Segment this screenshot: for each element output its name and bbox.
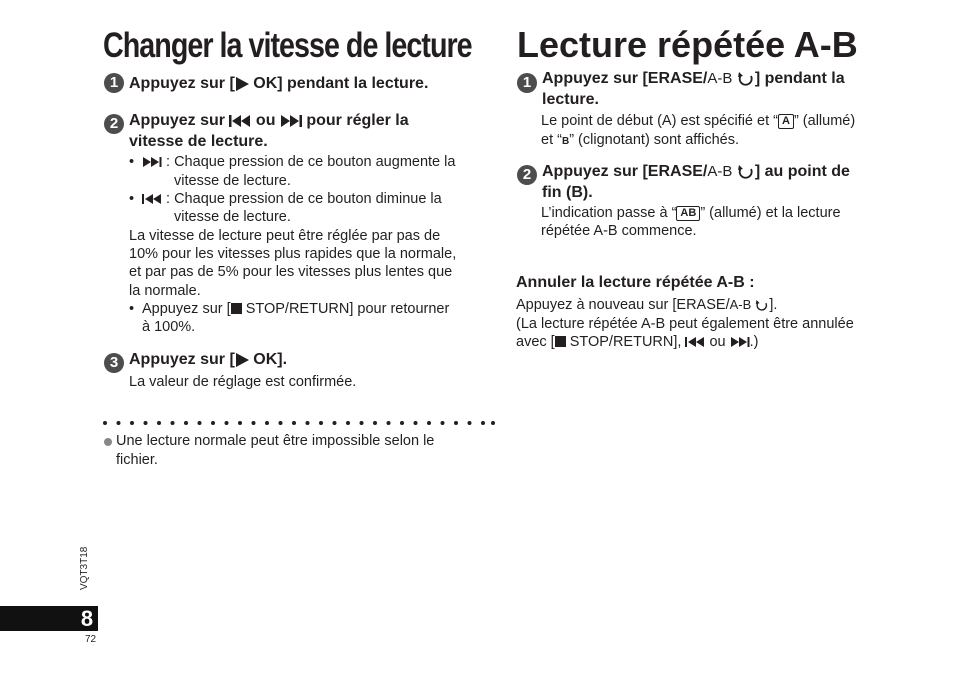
left-step3-text: Appuyez sur [ OK]. xyxy=(129,351,288,368)
right-step1-sub-1: Le point de début (A) est spécifié et “ A ” (allumé) xyxy=(541,113,856,129)
ab-a-indicator-icon: A xyxy=(778,114,794,129)
play-icon xyxy=(235,353,249,367)
left-step1-text: Appuyez sur [ OK] pendant la lecture. xyxy=(129,75,429,92)
right-step1-sub-2: et “B” (clignotant) sont affichés. xyxy=(541,132,739,148)
skip-forward-icon xyxy=(730,337,750,347)
step-number-3: 3 xyxy=(104,353,124,373)
step-number-1: 1 xyxy=(104,73,124,93)
repeat-icon xyxy=(755,299,769,312)
repeat-icon xyxy=(737,164,755,180)
skip-back-icon xyxy=(142,194,162,204)
bullet-faster: : Chaque pression de ce bouton augmente la xyxy=(142,153,455,172)
skip-forward-icon xyxy=(280,115,302,127)
bullet-slower: : Chaque pression de ce bouton diminue la xyxy=(142,190,442,209)
note-line-2: fichier. xyxy=(116,452,158,468)
bullet-slower-cont: vitesse de lecture. xyxy=(174,209,291,225)
cancel-heading: Annuler la lecture répétée A-B : xyxy=(516,274,755,291)
step-number-2: 2 xyxy=(104,114,124,134)
speed-para-3: et par pas de 5% pour les vitesses plus lentes que xyxy=(129,264,453,280)
bullet-faster-cont: vitesse de lecture. xyxy=(174,173,291,189)
note-bullet-icon xyxy=(104,438,112,446)
b-blink-indicator-icon: B xyxy=(561,136,570,147)
bullet-dot: • xyxy=(129,191,135,207)
step-number-2: 2 xyxy=(517,165,537,185)
cancel-line-3: avec [ STOP/RETURN], ou .) xyxy=(516,334,759,350)
right-step1-text: Appuyez sur [ERASE/A-B ] pendant la lecture. xyxy=(542,70,845,108)
stop-icon xyxy=(555,336,566,347)
speed-para-4: la normale. xyxy=(129,283,201,299)
section-tab: 8 xyxy=(0,606,98,631)
section-title-speed: Changer la vitesse de lecture xyxy=(103,26,472,65)
speed-para-2: 10% pour les vitesses plus rapides que la normale, xyxy=(129,246,457,262)
note-line-1: Une lecture normale peut être impossible selon le xyxy=(116,433,435,449)
bullet-stop-cont: à 100%. xyxy=(142,319,196,335)
cancel-line-2: (La lecture répétée A-B peut également être annulée xyxy=(516,316,854,332)
skip-forward-icon xyxy=(142,157,162,167)
left-step2-text: Appuyez sur ou pour régler la vitesse de lecture. xyxy=(129,112,409,150)
model-code: VQT3T18 xyxy=(79,546,90,590)
skip-back-icon xyxy=(685,337,705,347)
bullet-stop: Appuyez sur [ STOP/RETURN] pour retourner xyxy=(142,301,450,317)
bullet-dot: • xyxy=(129,154,135,170)
page-number: 72 xyxy=(85,634,97,645)
right-step2-sub-2: répétée A-B commence. xyxy=(541,223,697,239)
repeat-icon xyxy=(737,71,755,87)
section-title-ab-repeat: Lecture répétée A-B xyxy=(517,24,858,65)
stop-icon xyxy=(231,303,242,314)
bullet-dot: • xyxy=(129,301,135,317)
dotted-divider xyxy=(103,416,495,430)
play-icon xyxy=(235,77,249,91)
step3-sub: La valeur de réglage est confirmée. xyxy=(129,374,357,390)
ab-indicator-icon: AB xyxy=(676,206,700,221)
cancel-line-1: Appuyez à nouveau sur [ERASE/A-B ]. xyxy=(516,297,778,313)
skip-back-icon xyxy=(229,115,251,127)
speed-para-1: La vitesse de lecture peut être réglée par pas de xyxy=(129,228,441,244)
right-step2-text: Appuyez sur [ERASE/A-B ] au point de fin (B). xyxy=(542,163,850,201)
step-number-1: 1 xyxy=(517,73,537,93)
right-step2-sub-1: L’indication passe à “ AB ” (allumé) et la lecture xyxy=(541,205,841,221)
